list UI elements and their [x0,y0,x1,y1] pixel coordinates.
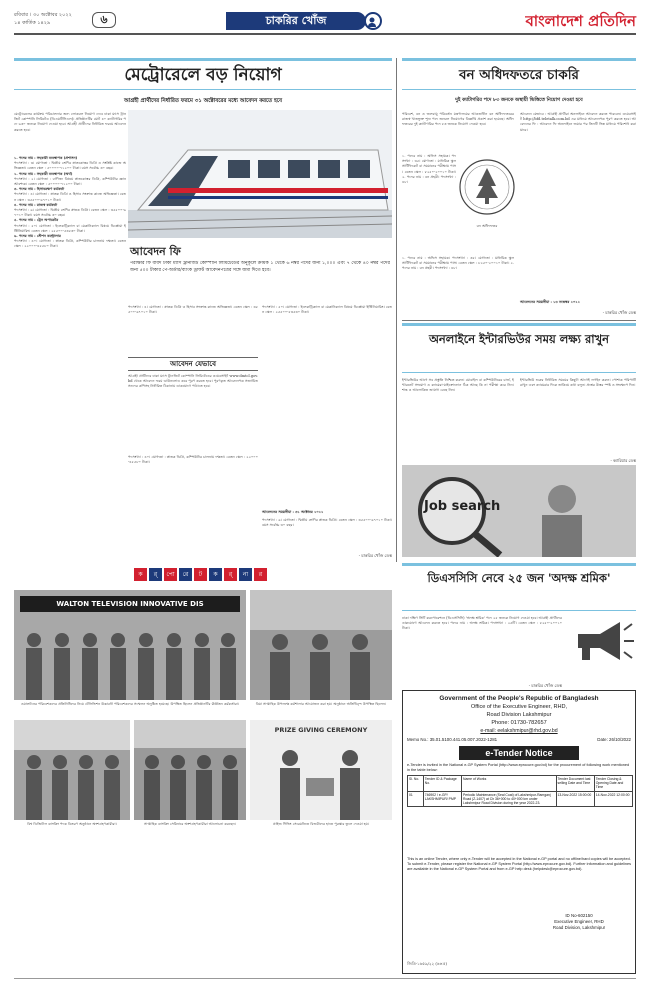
tender-footer: This is an online Tender, where only e-Tender will be accepted in the National e-GP portal and no offline/hard copies will be accepted. To submit e-Tender, please register the National e-GP System Portal (http://www.eprocure.gov.bd). Further information and guidelines are available in the National e-GP System Portal and from e-GP help desk (helpdesk@eprocure.gov.bd). [407,857,631,871]
forest-headline-box [402,58,636,90]
forest-deck: দুই ক্যাটাগরির পদে ৮৩ জনকে অস্থায়ী ভিত্তিতে নিয়োগ দেওয়া হবে [455,98,583,103]
train-icon [128,110,392,238]
metro-intro: মেট্রোরেলের কার্যক্রম পরিচালনার জন্য লোকবল নিয়োগ দেবে ঢাকা ম্যাস ট্রানজিট কোম্পানি লিমিটেড (ডিএমটিসিএল)। প্রতিষ্ঠানটির মোট ৪০ ক্যাটাগরির পদে ৬৩০ জনকে নিয়োগ দেওয়া হবে। আগ্রহী প্রার্থীদের নির্ধারিত ফরমে আবেদন করতে হবে। [14,112,126,132]
tender-notice [402,690,636,974]
tender-gov-line: Government of the People's Republic of Bangladesh [439,695,599,702]
apply-title-box [128,357,258,371]
position-item [14,203,126,219]
forest-body-1: পরিবেশ, বন ও জলবায়ু পরিবর্তন মন্ত্রণালয়ের আওতাধীন বন অধিদফতরের রাজস্ব খাতভুক্ত শূন্য পদে জনবল নিয়োগের বিজ্ঞপ্তি প্রকাশ করা হয়েছে। অধিদফতরের দুই ক্যাটাগরির পদে ৮৩ জনকে নিয়োগ দেওয়া হবে। [402,112,514,127]
group-people-icon [14,620,246,700]
banner-letter: ক [209,568,222,581]
people-icon [250,590,392,700]
tender-memo: Memo No.: 35.01.5100.441.05.007.2022-1281 [407,737,498,742]
tender-table-header [408,776,633,792]
newspaper-logo: বাংলাদেশ প্রতিদিন [525,12,636,30]
page-bottom-rule [14,978,636,979]
metro-headline-box [14,58,392,90]
table-header-cell: Sl. No. [408,776,424,792]
interview-source: - ক্যারিয়ার ডেস্ক [610,458,636,463]
position-item [14,187,126,203]
interview-headline: অনলাইনে ইন্টারভিউর সময় লক্ষ্য রাখুন [428,332,610,346]
tender-division-line: Road Division Lakshmipur [486,712,552,718]
metro-headline: মেট্রোরেলে বড় নিয়োগ [124,65,282,85]
forest-source: - চাকরির খোঁজ ডেস্ক [602,310,636,315]
ceremony-banner: PRIZE GIVING CEREMONY [274,726,368,734]
prize-ceremony-photo [250,720,392,820]
walton-caption: ওয়ালটনের পরিবেশকদের প্রতিনিধিদের নিয়ে টেলিভিশন উদ্ভাবনী পরিবেশকদের সম্মেলন অনুষ্ঠিত হয়েছে। উপস্থিত ছিলেন প্রতিষ্ঠানটির ঊর্ধ্বতন কর্মকর্তারা। [20,702,240,706]
tender-table-row [408,791,633,807]
section-divider [402,320,636,321]
fee-box [128,243,392,303]
tender-email: e-mail: eelakshmipur@rhd.gov.bd [480,728,558,734]
tender-office-line: Office of the Executive Engineer, RHD, [470,704,568,710]
fee-body: পরীক্ষার ফি বাবদ ঢাকা ম্যাস ট্রানজিট কোম্পানি লিমিটেডের অনুকূলে ক্রমিক ১ থেকে ৬ নম্বর পদের জন্য ১,০০০ এবং ৭ থেকে ৪০ নম্বর পদের জন্য ৫০০ টাকার পে-অর্ডার/ব্যাংক ড্রাফট আবেদনপত্রের সঙ্গে জমা দিতে হবে। [130,261,390,273]
fee-title: আবেদন ফি [130,245,181,258]
tender-intro: e-Tender is invited in the National e-GP System Portal (http://www.eprocure.gov.bd) for the procurement of following work mentioned in the table below: [407,763,630,772]
table-cell: 14-Nov-2022 12:00:00 [594,791,632,807]
banner-letter: র্ [224,568,237,581]
table-cell: Periodic Maintenance (Seal Coat) of Lakshmipur-Ramganj Road (Z-1407) at Ch 36+000 to 40+000 km under Lakshmipur Road Division during the year 2022-23. [462,791,557,807]
forest-body-1b: ১. পদের নাম : অফিস সহায়ক। পদসংখ্যা : ৩৫। যোগ্যতা : মাধ্যমিক স্কুল সার্টিফিকেট বা সমমানের পরীক্ষায় পাস। বেতন স্কেল : ৮২৫০-২০০১০ টাকা। ২. পদের নাম : বন প্রহরী। পদসংখ্যা : ৪৮। [402,154,456,185]
position-body: পদসংখ্যা : ২। যোগ্যতা : বাণিজ্য বিষয়ে স্নাতকোত্তর ডিগ্রি, কম্পিউটার জ্ঞান আবশ্যক। বেতন স্কেল : ৫০০০০-৭১২০০ টাকা। [14,176,126,187]
banner-letter: র্ [149,568,162,581]
gd-code: জিডি-১৬৫৯/২২ (৬×৫) [407,961,448,966]
tender-table [407,775,633,807]
interview-body-1: ইন্টারভিউর আগে সব প্রস্তুতি নিশ্চিত করুন। মোবাইল বা কম্পিউটারের চার্জ, ইন্টারনেট সংযোগ ও ক্যামেরা-মাইক্রোফোন ঠিক আছে কি না পরীক্ষা করে নিন। শান্ত ও আলোকিত জায়গা বেছে নিন। [402,378,514,393]
job-search-photo-text: Job search [424,499,501,514]
walton-event-photo [14,590,246,700]
signer-office: Road Division, Lakshmipur [552,925,606,930]
metro-positions-col1 [14,156,126,558]
metro-col2: পদসংখ্যা : ৪। যোগ্যতা : স্নাতক ডিগ্রি ও হিসাব সংক্রান্ত কাজে অভিজ্ঞতা। বেতন স্কেল : ৩৫৫০০-৬৭০১০ টাকা। [128,305,258,315]
dscc-body: ঢাকা দক্ষিণ সিটি করপোরেশনে (ডিএসসিসি) 'অদক্ষ শ্রমিক' পদে ২৫ জনকে নিয়োগ দেওয়া হবে। আগ্রহী প্রার্থীদের ডাকযোগে আবেদন করতে হবে। পদের নাম : অদক্ষ শ্রমিক। পদসংখ্যা : ২৫টি। বেতন স্কেল : ৮২৫০-২০০১০ টাকা। [402,616,562,631]
search-person-icon [364,12,382,30]
metro-train-illustration [128,110,392,238]
forest-department-emblem-icon [458,154,516,224]
forest-logo-caption: বন অধিদফতর [476,224,498,228]
ceremony-people-icon [250,740,392,820]
position-body: পদসংখ্যা : ৫০। যোগ্যতা : ইলেকট্রিক্যাল বা মেকানিক্যাল বিষয়ে ডিপ্লোমা ইঞ্জিনিয়ারিং। বেতন স্কেল : ২৫৫০০-৫৩৫৩০ টাকা। [14,223,126,233]
banner-letter: ট [194,568,207,581]
apply-body: আগ্রহী প্রার্থীদের ঢাকা ম্যাস ট্রানজিট কোম্পানি লিমিটেডের ওয়েবসাইট www.dmtcl.gov.bd থেকে আবেদন ফরম ডাউনলোড করে পূরণ করতে হবে। পূরণকৃত আবেদনপত্র সত্যায়িত সনদের কপিসহ নির্ধারিত ঠিকানায় ডাকযোগে পাঠাতে হবে। [128,374,258,389]
position-title: ৬. পদের নাম : স্টেশন কন্ট্রোলার [14,234,61,239]
ceremony-caption: প্রাইজ গিভিং সেরেমনিতে বিজয়ীদের হাতে পুরস্কার তুলে দেওয়া হয়। [272,822,370,826]
seminar-photo [134,720,246,820]
section-title-text: চাকরির খোঁজ [265,14,327,27]
metro-deadline: আবেদনের সময়সীমা : ৩১ অক্টোবর ২০২২ [262,510,324,514]
apply-title: আবেদন যেভাবে [170,360,216,368]
signer-title: Executive Engineer, RHD [554,919,604,924]
banner-letter: না [239,568,252,581]
corporate-banner [14,568,392,584]
tender-phone: Phone: 01730-782657 [491,720,547,726]
masthead [14,12,636,30]
forest-headline: বন অধিদফতরে চাকরি [459,67,579,83]
position-title: ২. পদের নাম : সহকারী ব্যবস্থাপক (অর্থ) [14,171,73,176]
table-header-cell: Tender Closing & Opening Date and Time [594,776,632,792]
forest-deadline: আবেদনের সময়সীমা : ১৩ নভেম্বর ২০২২ [520,300,580,304]
forest-logo [458,154,516,234]
position-body: পদসংখ্যা : ৪। যোগ্যতা : স্নাতক ডিগ্রি ও হিসাব সংক্রান্ত কাজে অভিজ্ঞতা। বেতন স্কেল : ৩৫৫০০-৬৭০১০ টাকা। [14,192,126,202]
metro-col2b: পদসংখ্যা : ৪০। যোগ্যতা : স্নাতক ডিগ্রি, কম্পিউটার চালনায় দক্ষতা। বেতন স্কেল : ২২০০০-৪৫৫৮০ টাকা। [128,455,258,465]
banner-letter: ক [134,568,147,581]
position-body: পদসংখ্যা : ৬। যোগ্যতা : দ্বিতীয় শ্রেণির স্নাতক ডিগ্রি। বেতন স্কেল : ৩৫৫০০-৬৭০১০ টাকা। বয়স সর্বোচ্চ ৩০ বছর। [14,208,126,218]
banner-letter: র [254,568,267,581]
signer-id: ID No-602150 [565,913,593,918]
forest-deck-box [402,95,636,107]
position-item [14,156,126,172]
walton-sign-text: WALTON TELEVISION INNOVATIVE DIS [56,600,204,608]
tender-date: Date: 26/10/2022 [597,737,631,742]
dscc-source: - চাকরির খোঁজ ডেস্ক [528,683,562,688]
metro-deck-box [14,95,392,107]
award-group-icon [14,720,130,820]
tender-title [459,746,579,760]
position-item [14,172,126,188]
position-title: ৫. পদের নাম : ট্রেন অপারেটর [14,218,59,223]
header-divider [14,33,636,35]
walton-sign [20,596,240,612]
position-item [14,234,126,250]
dscc-headline: ডিএসসিসি নেবে ২৫ জন 'অদক্ষ শ্রমিক' [427,571,611,585]
position-title: ১. পদের নাম : সহকারী ব্যবস্থাপক (প্রশাসন) [14,156,78,160]
date-line: রবিবার । ৩০ অক্টোবর ২০২২ [14,12,72,18]
interview-body-2: ইন্টারভিউ শুরুর নির্ধারিত সময়ের কিছুটা আগেই লগইন করুন। পোশাক পরিপাটি রাখুন এবং ক্যামেরার দিকে তাকিয়ে কথা বলুন। প্রশ্নের উত্তর স্পষ্ট ও সংক্ষেপে দিন। [520,378,636,388]
interview-headline-box [402,323,636,373]
metro-col3: পদসংখ্যা : ৫০। যোগ্যতা : ইলেকট্রিক্যাল বা মেকানিক্যাল বিষয়ে ডিপ্লোমা ইঞ্জিনিয়ারিং। বেতন স্কেল : ২৫৫০০-৫৩৫৩০ টাকা। [262,305,392,315]
metro-deck: আগ্রহী প্রার্থীদের নির্ধারিত ফরমে ৩১ অক্টোবরের মধ্যে আবেদন করতে হবে [123,98,283,104]
position-title: ৩. পদের নাম : হিসাবরক্ষণ কর্মকর্তা [14,187,65,192]
table-header-cell: Tender Document last selling Date and Time [556,776,594,792]
corporate-banner-letters [134,568,274,584]
table-cell: 746902 / e-GP/ LAKSHMIPUR/ PMP [423,791,461,807]
page-number: ৬ [92,12,116,28]
banner-letter: পো [164,568,177,581]
position-item [14,218,126,234]
section-title [226,12,366,30]
tender-title-text: e-Tender Notice [485,748,553,758]
table-header-cell: Tender ID & Package No. [423,776,461,792]
table-cell: 01 [408,791,424,807]
banking-award-caption: বিশ্ব ডিজিটাল ব্যাংকিং পদক বিতরণ অনুষ্ঠানে অংশগ্রহণকারীরা। [27,822,117,826]
position-body: পদসংখ্যা : ৩। যোগ্যতা : দ্বিতীয় শ্রেণির স্নাতকোত্তর ডিগ্রি ও সংশ্লিষ্ট কাজে অভিজ্ঞতা। বেতন স্কেল : ৫০০০০-৭১২০০ টাকা। বয়স সর্বোচ্চ ৩০ বছর। [14,161,126,171]
banking-award-photo [14,720,130,820]
column-divider [396,58,397,562]
tender-signature-block [529,913,629,931]
seminar-caption: সাপ্তাহিক ব্যাংকিং সেমিনারে অংশগ্রহণকারীরা আলোচনা করছেন। [144,822,236,826]
date-line-secondary: ১৪ কার্তিক ১৪২৯ [14,20,51,26]
banner-letter: রে [179,568,192,581]
seminar-group-icon [134,720,246,820]
position-title: ৪. পদের নাম : রাজস্ব কর্মকর্তা [14,202,58,207]
metro-source: - চাকরির খোঁজ ডেস্ক [358,553,392,558]
dscc-headline-box [402,563,636,611]
position-body: পদসংখ্যা : ৪০। যোগ্যতা : স্নাতক ডিগ্রি, কম্পিউটার চালনায় দক্ষতা। বেতন স্কেল : ২২০০০-৪৫৫৮০ টাকা। [14,239,126,249]
insurance-event-photo [250,590,392,700]
table-cell: 13-Nov-2022 15:00:00 [556,791,594,807]
forest-body-3: আবেদন যেভাবে : আগ্রহী প্রার্থীরা অনলাইনে আবেদন করতে পারবেন। ওয়েবসাইট http://bfd.teletalk.com.bd এর মাধ্যমে আবেদনপত্র পূরণ করতে হবে। আবেদনের ফি : আবেদন ফি অনলাইনে জমার পর তিনটি ভিন্ন মাধ্যমে পরিশোধ করা যাবে। [520,112,636,132]
job-search-photo [402,465,636,557]
metro-col3b: পদসংখ্যা : ৬। যোগ্যতা : দ্বিতীয় শ্রেণির স্নাতক ডিগ্রি। বেতন স্কেল : ৩৫৫০০-৬৭০১০ টাকা। বয়স সর্বোচ্চ ৩০ বছর। [262,518,392,528]
forest-body-2: ১. পদের নাম : অফিস সহায়ক। পদসংখ্যা : ৩৫। যোগ্যতা : মাধ্যমিক স্কুল সার্টিফিকেট বা সমমানের পরীক্ষায় পাস। বেতন স্কেল : ৮২৫০-২০০১০ টাকা। ২. পদের নাম : বন প্রহরী। পদসংখ্যা : ৪৮। [402,256,514,271]
table-header-cell: Name of Works [462,776,557,792]
insurance-caption: বিমা সাপ্তাহিক উপলক্ষে কর্মশালার আয়োজন করা হয়। অনুষ্ঠানে অতিথিবৃন্দ উপস্থিত ছিলেন। [255,702,387,706]
megaphone-icon [570,616,636,666]
